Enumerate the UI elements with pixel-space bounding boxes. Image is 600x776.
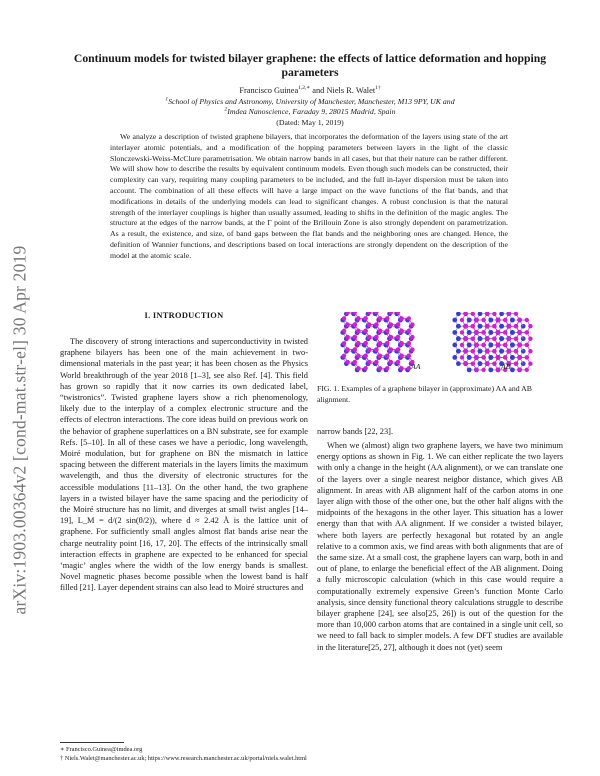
lattice-atom — [474, 343, 478, 347]
lattice-atom — [517, 330, 521, 334]
lattice-atom — [345, 347, 349, 351]
lattice-atom — [528, 361, 532, 365]
intro-right-column: When we (almost) align two graphene layers, we have two minimum energy options as shown in Fig. 1. We can either replicate the two layers with only a change in the height (AA alignment), or we can translate one of the layers over a single nearest neigbor distance, which gives AB alignment. In areas with AB alignment half of the carbon atoms in one layer align with those of the other one, but the other half aligns with the midpoints of the hexagons in the other layer. This situation has a lower energy than that with AA alignment. If we consider a twisted bilayer, where both layers are perfectly hexagonal but rotated by an angle relative to a common axis, we find areas with both alignments that are of the same size. At a small cost, the graphene layers can warp, both in and out of plane, to enlarge the beneficial effect of the AB alignment. Doing a fully microscopic calculation (which in this case would require a computationally extremely expensive Green’s function Monte Carlo analysis, since density functional theory calculations struggle to describe bilayer graphene [24], see also[25, 26]) is out of the question for the more than 10,000 carbon atoms that are contained in a single unit cell, so we need to fall back to simpler models. A few DFT studies are available in the literature[25, 27], although it does not (yet) seem — [317, 441, 563, 652]
lattice-atom — [510, 343, 515, 348]
footnote-email-walet[interactable]: † Niels.Walet@manchester.ac.uk; https://www.research.manchester.ac.uk/portal/niels.walet.html — [60, 755, 307, 762]
lattice-atom — [503, 355, 507, 359]
lattice-atom — [463, 361, 467, 365]
lattice-atom — [507, 324, 511, 328]
lattice-atom — [410, 322, 414, 326]
lattice-atom — [510, 355, 515, 360]
lattice-atom — [528, 324, 532, 328]
affiliation-1 — [60, 97, 560, 107]
lattice-atom — [452, 318, 457, 323]
date-line: (Dated: May 1, 2019) — [276, 118, 344, 127]
lattice-atom — [456, 324, 461, 329]
lattice-atom — [481, 355, 485, 359]
lattice-atom — [525, 343, 529, 347]
lattice-atom — [492, 312, 496, 316]
lattice-atom — [374, 335, 378, 339]
lattice-atom — [452, 355, 457, 360]
lattice-atom — [499, 312, 504, 316]
intro-right-continuation: narrow bands [22, 23]. — [317, 427, 394, 436]
lattice-atom — [514, 349, 518, 353]
lattice-atom — [488, 343, 493, 348]
lattice-atom — [363, 329, 367, 333]
lattice-atom — [410, 347, 414, 351]
footnote-rule — [60, 742, 124, 743]
lattice-atom — [478, 349, 483, 354]
lattice-atom — [488, 367, 493, 372]
lattice-atom — [478, 324, 483, 329]
lattice-atom — [492, 324, 496, 328]
lattice-atom — [363, 366, 367, 370]
lattice-atom — [488, 318, 493, 323]
lattice-atom — [342, 341, 346, 345]
lattice-atom — [488, 355, 493, 360]
lattice-atom — [528, 337, 532, 341]
lattice-atom — [367, 322, 371, 326]
lattice-atom — [485, 324, 489, 328]
lattice-atom — [356, 329, 360, 333]
author-and-walet: and Niels R. Walet — [310, 86, 376, 95]
lattice-atom — [345, 322, 349, 326]
lattice-atom — [485, 337, 489, 341]
affiliation-1-text: School of Physics and Astronomy, University of Manchester, Manchester, M13 9PY, UK and — [168, 97, 455, 106]
lattice-atom — [514, 312, 518, 316]
lattice-atom — [396, 347, 400, 351]
lattice-atom — [374, 322, 378, 326]
lattice-atom — [385, 366, 389, 370]
lattice-atom — [363, 354, 367, 358]
ab-lattice — [452, 312, 532, 372]
lattice-atom — [363, 316, 367, 320]
lattice-atom — [396, 335, 400, 339]
lattice-atom — [525, 368, 529, 372]
lattice-atom — [481, 343, 485, 347]
lattice-atom — [407, 341, 411, 345]
lattice-atom — [399, 366, 403, 370]
lattice-atom — [385, 341, 389, 345]
lattice-atom — [507, 337, 511, 341]
lattice-atom — [396, 360, 400, 364]
lattice-atom — [389, 347, 393, 351]
lattice-atom — [478, 361, 483, 366]
footnote-email-guinea[interactable]: ∗ Francisco.Guinea@imdea.org — [60, 746, 143, 753]
lattice-atom — [471, 324, 475, 328]
lattice-atom — [499, 349, 504, 354]
lattice-atom — [514, 361, 518, 365]
lattice-atom — [499, 324, 504, 329]
author-walet-sup: 1† — [375, 85, 381, 92]
lattice-atom — [481, 368, 485, 372]
lattice-atom — [496, 330, 500, 334]
lattice-atom — [356, 341, 360, 345]
lattice-atom — [492, 361, 496, 365]
lattice-atom — [503, 318, 507, 322]
lattice-atom — [503, 343, 507, 347]
lattice-atom — [345, 335, 349, 339]
lattice-atom — [503, 330, 507, 334]
lattice-atom — [456, 361, 461, 366]
lattice-atom — [485, 361, 489, 365]
lattice-atom — [510, 330, 515, 335]
affiliations — [60, 97, 560, 117]
lattice-atom — [488, 330, 493, 335]
lattice-atom — [463, 324, 467, 328]
lattice-atom — [467, 355, 472, 360]
lattice-atom — [528, 349, 532, 353]
lattice-atom — [471, 361, 475, 365]
lattice-atom — [499, 336, 504, 341]
lattice-atom — [517, 355, 521, 359]
figure-label-aa: AA — [411, 362, 421, 371]
lattice-atom — [460, 330, 464, 334]
lattice-atom — [410, 335, 414, 339]
lattice-atom — [353, 360, 357, 364]
lattice-atom — [356, 316, 360, 320]
lattice-atom — [456, 349, 461, 354]
lattice-atom — [399, 354, 403, 358]
lattice-atom — [374, 360, 378, 364]
lattice-atom — [345, 360, 349, 364]
lattice-atom — [478, 336, 483, 341]
lattice-atom — [407, 316, 411, 320]
figure-caption: FIG. 1. Examples of a graphene bilayer in (approximate) AA and AB alignment. — [317, 384, 533, 404]
lattice-atom — [481, 318, 485, 322]
lattice-atom — [467, 367, 472, 372]
affiliation-1-sup: 1 — [165, 96, 169, 103]
affiliation-2 — [60, 107, 560, 117]
lattice-atom — [485, 349, 489, 353]
lattice-atom — [356, 354, 360, 358]
section-heading: I. INTRODUCTION — [144, 311, 224, 320]
lattice-atom — [342, 316, 346, 320]
lattice-atom — [399, 329, 403, 333]
affiliation-2-text: Imdea Nanoscience, Faraday 9, 28015 Madrid, Spain — [227, 107, 396, 116]
lattice-atom — [342, 329, 346, 333]
intro-left-column: The discovery of strong interactions and superconductivity in twisted graphene bilayers has been one of the main achievement in two-dimensional materials in the past year; it has been chosen as the Physics World breakthrough of the year 2018 [1–3], see also Ref. [4]. This field has grown so rapidly that it now carries its own dedicated label, “twistronics”. Twisted graphene layers show a rich phenomenology, likely due to the interplay of a complex electronic structure and the effects of electron interactions. The core ideas build on previous work on the behavior of graphene superlattices on a BN substrate, see for example Refs. [5–10]. In all of these cases we have a periodic, long wavelength, Moiré modulation, but for graphene on BN the mismatch in lattice spacing between the different materials in the layers limits the maximum wavelength, and thus the diversity of electronic structures for the accessible modulations [11–13]. On the other hand, the two graphene layers in a twisted bilayer have the same spacing and the periodicity of the Moiré structure has no limit, and diverges at small twist angles [14–19], L_M = d/(2 sin(θ/2)), where d ≈ 2.42 Å is the lattice unit of graphene. For sufficiently small angles almost flat bands arise near the charge neutrality point [16, 17, 20]. The effects of the intrinsically small interaction effects in graphene are expected to be enhanced for special ‘magic’ angles where the width of the low energy bands is smallest. Novel magnetic phases become possible when the lowest band is half filled [21]. Layer dependent strains can also lead to Moiré structures and — [60, 337, 308, 593]
lattice-atom — [496, 343, 500, 347]
lattice-atom — [452, 330, 457, 335]
author-line — [60, 86, 560, 96]
lattice-atom — [367, 347, 371, 351]
lattice-atom — [514, 324, 518, 328]
paper-title: Continuum models for twisted bilayer graphene: the effects of lattice deformation and hopping parameters — [73, 52, 547, 79]
lattice-atom — [385, 354, 389, 358]
lattice-atom — [378, 366, 382, 370]
lattice-atom — [374, 347, 378, 351]
lattice-atom — [353, 347, 357, 351]
lattice-atom — [356, 366, 360, 370]
aa-lattice — [340, 312, 414, 372]
lattice-atom — [471, 349, 475, 353]
lattice-atom — [456, 312, 461, 316]
lattice-atom — [353, 322, 357, 326]
lattice-atom — [525, 330, 529, 334]
lattice-atom — [517, 368, 521, 372]
lattice-atom — [481, 330, 485, 334]
arxiv-sidebar — [0, 0, 40, 776]
lattice-atom — [353, 335, 357, 339]
lattice-atom — [363, 341, 367, 345]
lattice-atom — [456, 336, 461, 341]
lattice-atom — [385, 316, 389, 320]
lattice-atom — [389, 360, 393, 364]
lattice-atom — [460, 343, 464, 347]
lattice-atom — [510, 318, 515, 323]
lattice-atom — [514, 337, 518, 341]
lattice-atom — [367, 360, 371, 364]
lattice-atom — [474, 368, 478, 372]
lattice-atom — [496, 355, 500, 359]
lattice-atom — [342, 354, 346, 358]
lattice-atom — [452, 343, 457, 348]
lattice-atom — [378, 354, 382, 358]
lattice-atom — [467, 318, 472, 323]
lattice-atom — [492, 337, 496, 341]
lattice-atom — [517, 318, 521, 322]
author-guinea: Francisco Guinea — [239, 86, 299, 95]
lattice-atom — [399, 316, 403, 320]
lattice-atom — [463, 349, 467, 353]
abstract: We analyze a description of twisted graphene bilayers, that incorporates the deformation of the layers using state of the art interlayer atomic potentials, and a modification of the hopping parameters between layers in the light of the classic Slonczewski-Weiss-McClure parametrisation. We obtain narrow bands in all cases, but that their nature can be rather different. We will show how to describe the results by equivalent continuum models. Even though such models can be constructed, their complexity can vary, requiring many coupling parameters to be included, and the full in-layer dispersion must be taken into account. The combination of all these effects will have a large impact on the wave functions of the flat bands, and that modifications in details of the underlying models can lead to significant changes. A robust conclusion is that the natural strength of the interlayer couplings is higher than usually assumed, leading to shifts in the definition of the magic angles. The structure at the edges of the narrow bands, at the Γ point of the Brillouin Zone is also strongly dependent on parametrization. As a result, the existence, and size, of band gaps between the flat bands and the neighboring ones are changed. Hence, the definition of Wannier functions, and descriptions based on local interactions are strongly dependent on the description of the model at the atomic scale. — [110, 132, 508, 260]
lattice-atom — [478, 312, 483, 316]
lattice-atom — [474, 355, 478, 359]
arxiv-identifier[interactable]: arXiv:1903.00364v2 [cond-mat.str-el] 30 Apr 2019 — [9, 245, 30, 615]
lattice-atom — [389, 335, 393, 339]
figure-1-graphic — [340, 312, 560, 378]
lattice-atom — [399, 341, 403, 345]
lattice-atom — [496, 318, 500, 322]
lattice-atom — [378, 316, 382, 320]
lattice-atom — [496, 368, 500, 372]
lattice-atom — [474, 318, 478, 322]
lattice-atom — [463, 337, 467, 341]
lattice-atom — [367, 335, 371, 339]
lattice-atom — [378, 341, 382, 345]
lattice-atom — [517, 343, 521, 347]
lattice-atom — [389, 322, 393, 326]
lattice-atom — [385, 329, 389, 333]
lattice-atom — [474, 330, 478, 334]
lattice-atom — [467, 330, 472, 335]
lattice-atom — [492, 349, 496, 353]
lattice-atom — [378, 329, 382, 333]
figure-label-ab: AB — [501, 362, 511, 371]
affiliation-2-sup: 2 — [224, 106, 228, 113]
lattice-atom — [396, 322, 400, 326]
lattice-atom — [525, 318, 529, 322]
lattice-atom — [407, 329, 411, 333]
lattice-atom — [460, 355, 464, 359]
lattice-atom — [407, 354, 411, 358]
lattice-atom — [460, 318, 464, 322]
lattice-atom — [471, 337, 475, 341]
lattice-atom — [507, 349, 511, 353]
author-guinea-sup: 1,2,∗ — [298, 85, 311, 92]
lattice-atom — [467, 343, 472, 348]
lattice-atom — [525, 355, 529, 359]
lattice-atom — [471, 312, 475, 316]
